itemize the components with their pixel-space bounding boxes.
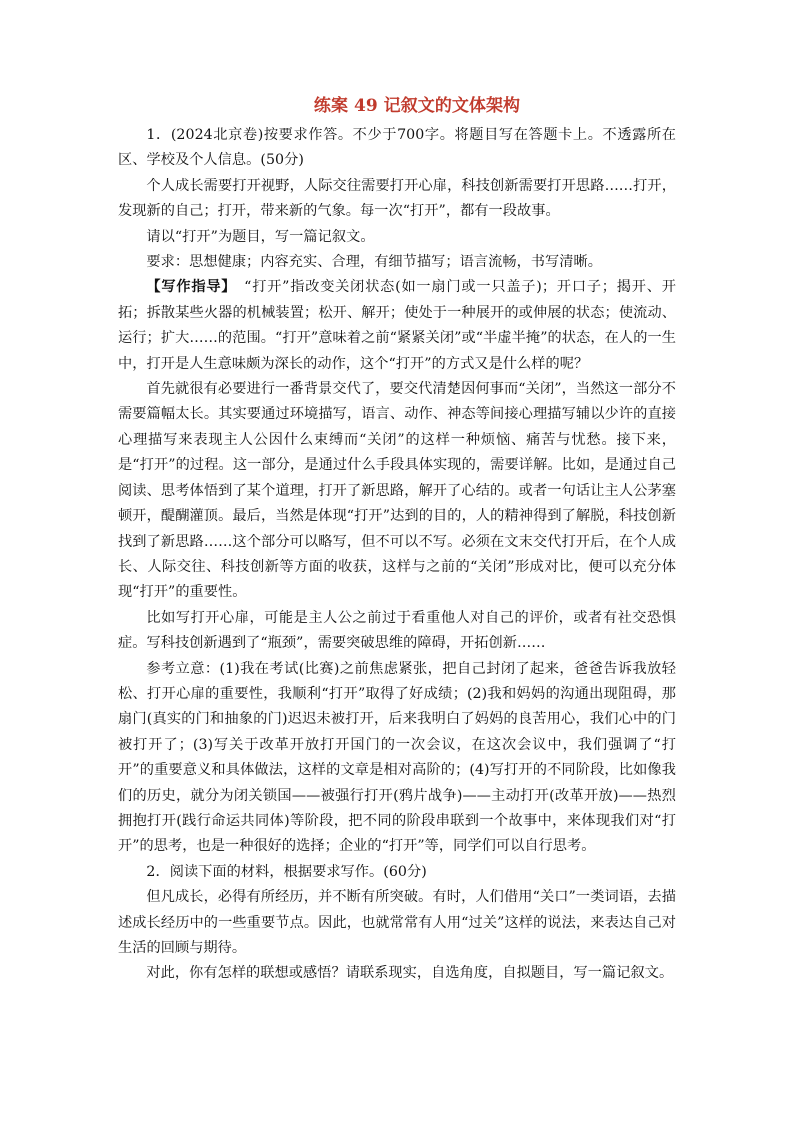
q1-writing-guide	[118, 275, 676, 377]
q1-requirements: 要求：思想健康；内容充实、合理，有细节描写；语言流畅，书写清晰。	[146, 254, 602, 271]
q1-prompt: 1．(2024北京卷)按要求作答。不少于700字。将题目写在答题卡上。不透露所在区、学校及个人信息。(50分)	[118, 127, 676, 169]
document-page	[118, 94, 676, 987]
page-title: 练案 49 记叙文的文体架构	[313, 96, 521, 116]
q1-task: 请以“打开”为题目，写一篇记叙文。	[146, 228, 375, 245]
q1-reference-ideas: 参考立意：(1)我在考试(比赛)之前焦虑紧张，把自己封闭了起来，爸爸告诉我放轻松、打开心扉的重要性，我顺利“打开”取得了好成绩；(2)我和妈妈的沟通出现阻碍，那扇门(真实的门和抽象的门)迟迟未被打开，后来我明白了妈妈的良苦用心，我们心中的门被打开了；(3)写关于改革开放打开国门的一次会议，在这次会议中，我们强调了“打开”的重要意义和具体做法，这样的文章是相对高阶的；(4)写打开的不同阶段，比如像我们的历史，就分为闭关锁国——被强行打开(鸦片战争)——主动打开(改革开放)——热烈拥抱打开(践行命运共同体)等阶段，把不同的阶段串联到一个故事中，来体现我们对“打开”的思考，也是一种很好的选择；企业的“打开”等，同学们可以自行思考。	[118, 660, 676, 855]
q1-guide-paragraph-structure: 首先就很有必要进行一番背景交代了，要交代清楚因何事而“关闭”，当然这一部分不需要篇幅太长。其实要通过环境描写，语言、动作、神态等间接心理描写辅以少许的直接心理描写来表现主人公因什么束缚而“关闭”的这样一种烦恼、痛苦与忧愁。接下来，是“打开”的过程。这一部分，是通过什么手段具体实现的，需要详解。比如，是通过自己阅读、思考体悟到了某个道理，打开了新思路，解开了心结的。或者一句话让主人公茅塞顿开，醍醐灌顶。最后，当然是体现“打开”达到的目的，人的精神得到了解脱，科技创新找到了新思路……这个部分可以略写，但不可以不写。必须在文末交代打开后，在个人成长、人际交往、科技创新等方面的收获，这样与之前的“关闭”形成对比，便可以充分体现“打开”的重要性。	[118, 381, 676, 601]
q2-prompt: 2．阅读下面的材料，根据要求写作。(60分)	[146, 863, 427, 880]
writing-guide-tag: 【写作指导】	[146, 279, 230, 296]
writing-guide-text: “打开”指改变关闭状态(如一扇门或一只盖子)；开口子；揭开、开拓；拆散某些火器的机械装置；松开、解开；使处于一种展开的或伸展的状态；使流动、运行；扩大……的范围。“打开”意味着之前“紧紧关闭”或“半虚半掩”的状态，在人的一生中，打开是人生意味颇为深长的动作，这个“打开”的方式又是什么样的呢？	[118, 279, 676, 372]
q2-task: 对此，你有怎样的联想或感悟？请联系现实，自选角度，自拟题目，写一篇记叙文。	[146, 965, 674, 982]
q2-material: 但凡成长，必得有所经历，并不断有所突破。有时，人们借用“关口”一类词语，去描述成长经历中的一些重要节点。因此，也就常常有人用“过关”这样的说法，来表达自己对生活的回顾与期待。	[118, 889, 676, 956]
q1-material: 个人成长需要打开视野，人际交往需要打开心扉，科技创新需要打开思路……打开，发现新的自己；打开，带来新的气象。每一次“打开”，都有一段故事。	[118, 177, 676, 220]
q1-guide-paragraph-examples: 比如写打开心扉，可能是主人公之前过于看重他人对自己的评价，或者有社交恐惧症。写科技创新遇到了“瓶颈”，需要突破思维的障碍，开拓创新……	[118, 609, 676, 652]
